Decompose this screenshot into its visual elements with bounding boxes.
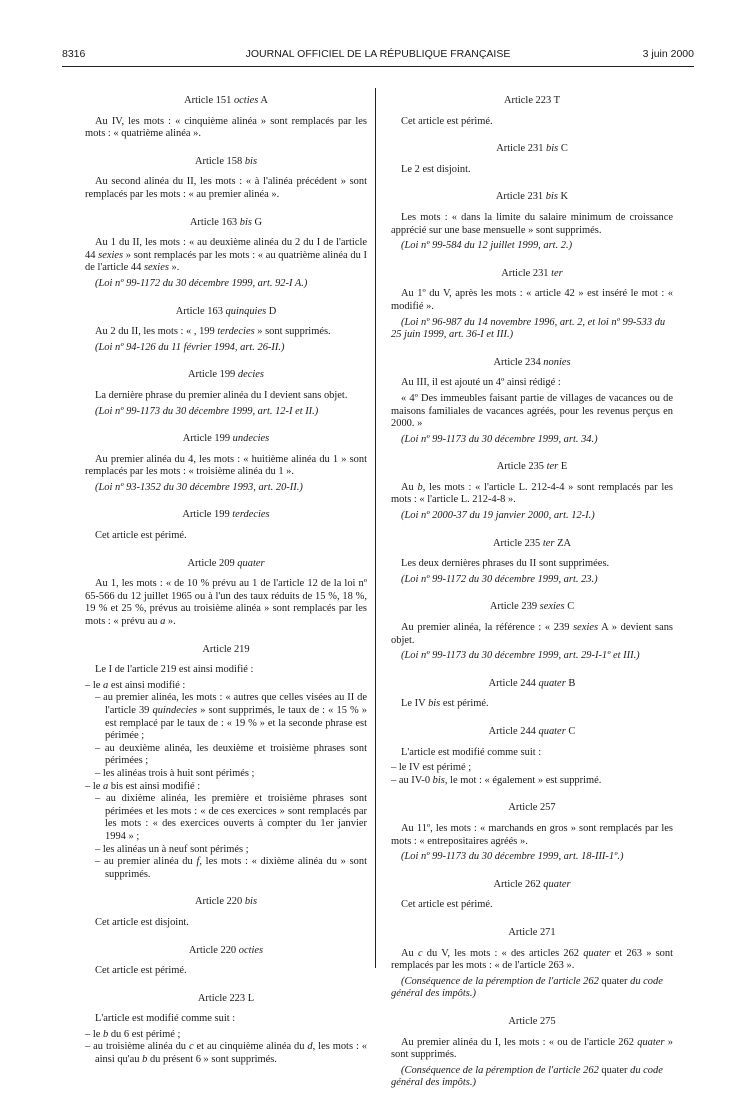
list-item: – le IV est périmé ; — [391, 762, 472, 774]
list-item: – au premier alinéa du f, les mots : « dixième alinéa du » sont supprimés. — [95, 856, 367, 880]
law-reference: (Conséquence de la péremption de l'article 262 quater du code général des impôts.) — [391, 975, 663, 1000]
page-number: 8316 — [62, 48, 86, 60]
law-reference: (Loi nº 93-1352 du 30 décembre 1993, art. 20-II.) — [95, 481, 303, 493]
article-heading: Article 163 quinquies D — [175, 305, 277, 317]
article-text: Au III, il est ajouté un 4º ainsi rédigé : — [401, 377, 561, 389]
article-text: Au c du V, les mots : « des articles 262 quater et 263 » sont remplacés par les mots : « de l'article 263 ». — [391, 947, 674, 972]
article-text: Le 2 est disjoint. — [401, 163, 471, 175]
law-reference: (Loi nº 99-1173 du 30 décembre 1999, art. 29-I-1º et III.) — [401, 650, 640, 662]
article-text: Le I de l'article 219 est ainsi modifié : — [95, 664, 254, 676]
article-text: Au premier alinéa, la référence : « 239 sexies A » devient sans objet. — [391, 622, 673, 646]
article-heading: Article 223 T — [503, 95, 561, 106]
list-item: – au deuxième alinéa, les deuxième et troisième phrases sont périmées ; — [95, 742, 367, 767]
article-text: Au b, les mots : « l'article L. 212-4-4 » sont remplacés par les mots : « l'article L. 212-4-8 ». — [391, 481, 673, 506]
article-text: Les deux dernières phrases du II sont supprimées. — [401, 558, 610, 570]
article-text: Au premier alinéa du I, les mots : « ou de l'article 262 quater » sont supprimés. — [391, 1036, 673, 1061]
law-reference: (Loi nº 99-1172 du 30 décembre 1999, art. 92-I A.) — [95, 277, 308, 289]
article-text: Au 1, les mots : « de 10 % prévu au 1 de l'article 12 de la loi nº 65-566 du 12 juillet 1965 ou à l'un des taux réduits de 15 %, 18 %, 19 % et 25 %, prévus au troisième alinéa » sont remplacés par les mots : « prévu au a ». — [85, 578, 367, 628]
list-item: – au dixième alinéa, les première et troisième phrases sont périmées et les mots : « de ces exercices » sont remplacés par les mots : « des exercices ouverts à compter du 1er janvier 1994 » ; — [95, 793, 367, 842]
list-item: – le b du 6 est périmé ; — [85, 1028, 181, 1040]
article-text: La dernière phrase du premier alinéa du I devient sans objet. — [95, 389, 348, 401]
article-heading: Article 231 ter — [501, 267, 563, 279]
law-reference: (Loi nº 99-584 du 12 juillet 1999, art. 2.) — [401, 240, 573, 252]
article-heading: Article 219 — [202, 643, 250, 655]
list-item: – le a bis est ainsi modifié : — [85, 780, 201, 792]
right-column — [391, 95, 673, 1093]
article-heading: Article 235 ter E — [496, 461, 568, 473]
journal-title: JOURNAL OFFICIEL DE LA RÉPUBLIQUE FRANÇAISE — [245, 48, 511, 60]
law-reference: (Loi nº 99-1173 du 30 décembre 1999, art. 34.) — [401, 433, 598, 445]
article-heading: Article 271 — [508, 926, 556, 938]
article-text: Au second alinéa du II, les mots : « à l'alinéa précédent » sont remplacés par les mots : « au premier alinéa ». — [85, 176, 367, 200]
article-heading: Article 257 — [508, 802, 556, 814]
article-text: « 4º Des immeubles faisant partie de villages de vacances ou de maisons familiales de vacances agréés, pour les revenus perçus en 2000. » — [391, 392, 673, 430]
article-heading: Article 220 octies — [188, 944, 264, 956]
article-heading: Article 231 bis C — [496, 143, 568, 155]
article-text: Au IV, les mots : « cinquième alinéa » sont remplacés par les mots : « quatrième alinéa ». — [85, 115, 367, 140]
article-heading: Article 275 — [508, 1015, 556, 1027]
article-heading: Article 239 sexies C — [489, 601, 575, 613]
article-text: Le IV bis est périmé. — [401, 698, 489, 710]
article-heading: Article 163 bis G — [189, 216, 263, 228]
list-item: – les alinéas un à neuf sont périmés ; — [95, 843, 249, 855]
article-text: Cet article est périmé. — [95, 530, 187, 542]
list-item: – au IV-0 bis, le mot : « également » est supprimé. — [391, 774, 602, 786]
list-item: – au troisième alinéa du c et au cinquième alinéa du d, les mots : « ainsi qu'au b du présent 6 » sont supprimés. — [85, 1041, 368, 1066]
article-heading: Article 262 quater — [493, 878, 571, 890]
article-heading: Article 209 quater — [187, 557, 265, 569]
page-header — [62, 48, 694, 62]
law-reference: (Conséquence de la péremption de l'article 262 quater du code général des impôts.) — [391, 1064, 663, 1089]
law-reference: (Loi nº 96-987 du 14 novembre 1996, art. 2, et loi nº 99-533 du 25 juin 1999, art. 36-I et III.) — [391, 316, 666, 341]
list-item: – les alinéas trois à huit sont périmés ; — [95, 767, 255, 779]
article-heading: Article 158 bis — [194, 155, 258, 167]
article-heading: Article 199 undecies — [182, 433, 270, 445]
article-text: Les mots : « dans la limite du salaire minimum de croissance apprécié sur une base mensuelle » sont supprimés. — [391, 211, 673, 236]
article-text: Au 1 du II, les mots : « au deuxième alinéa du 2 du I de l'article 44 sexies » sont remplacés par les mots : « au quatrième alinéa du I de l'article 44 sexies ». — [85, 237, 367, 274]
article-heading: Article 199 terdecies — [182, 509, 270, 521]
article-text: Au 2 du II, les mots : « , 199 terdecies » sont supprimés. — [95, 326, 331, 338]
article-text: Cet article est disjoint. — [95, 916, 189, 928]
article-text: Au premier alinéa du 4, les mots : « huitième alinéa du 1 » sont remplacés par les mots : « troisième alinéa du 1 ». — [85, 453, 367, 478]
list-item: – le a est ainsi modifié : — [85, 679, 186, 691]
article-text: Cet article est périmé. — [401, 115, 493, 127]
article-heading: Article 244 quater B — [488, 677, 576, 689]
article-heading: Article 199 decies — [188, 369, 264, 381]
article-heading: Article 234 nonies — [493, 356, 571, 368]
article-heading: Article 151 octies A — [184, 95, 268, 106]
article-heading: Article 231 bis K — [495, 191, 569, 203]
law-reference: (Loi nº 99-1173 du 30 décembre 1999, art. 18-III-1º.) — [401, 851, 624, 863]
article-text: Cet article est périmé. — [95, 965, 187, 977]
article-heading: Article 235 ter ZA — [493, 537, 571, 549]
article-heading: Article 244 quater C — [488, 726, 576, 737]
issue-date: 3 juin 2000 — [642, 48, 694, 60]
law-reference: (Loi nº 99-1172 du 30 décembre 1999, art. 23.) — [401, 573, 598, 585]
article-heading: Article 220 bis — [194, 896, 258, 908]
article-text: Au 11º, les mots : « marchands en gros » sont remplacés par les mots : « entrepositaires agréés ». — [391, 822, 673, 847]
article-text: Cet article est périmé. — [401, 899, 493, 911]
list-item: – au premier alinéa, les mots : « autres que celles visées au II de l'article 39 quindecies » sont supprimés, le taux de : « 15 % » est remplacé par le taux de : « 19 % » et la seconde phrase est périmée ; — [95, 692, 367, 742]
law-reference: (Loi nº 94-126 du 11 février 1994, art. 26-II.) — [95, 341, 285, 353]
article-text: L'article est modifié comme suit : — [401, 746, 542, 758]
column-divider — [375, 88, 376, 968]
article-text: L'article est modifié comme suit : — [95, 1013, 236, 1025]
left-column — [85, 95, 367, 1067]
law-reference: (Loi nº 99-1173 du 30 décembre 1999, art. 12-I et II.) — [95, 405, 319, 417]
article-heading: Article 223 L — [197, 992, 255, 1004]
article-text: Au 1º du V, après les mots : « article 42 » est inséré le mot : « modifié ». — [391, 288, 673, 312]
header-rule — [62, 66, 694, 67]
law-reference: (Loi nº 2000-37 du 19 janvier 2000, art. 12-I.) — [401, 510, 595, 522]
